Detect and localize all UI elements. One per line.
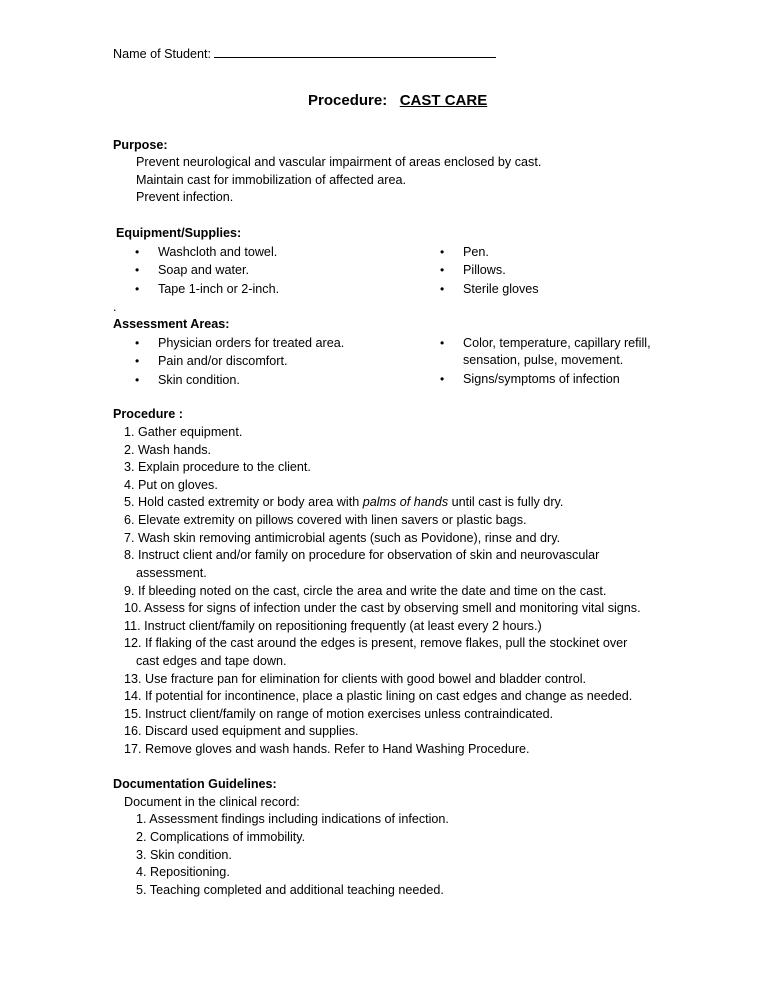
procedure-step: 2. Wash hands. xyxy=(124,443,212,457)
assessment-heading: Assessment Areas: xyxy=(113,317,230,331)
documentation-item: 4. Repositioning. xyxy=(136,865,230,879)
step5-text: 5. Hold casted extremity or body area with xyxy=(124,495,363,509)
bullet-icon: • xyxy=(135,354,140,368)
procedure-step: 9. If bleeding noted on the cast, circle the area and write the date and time on the cast. xyxy=(124,584,607,598)
procedure-step: 14. If potential for incontinence, place a plastic lining on cast edges and change as needed. xyxy=(124,689,633,703)
bullet-icon: • xyxy=(135,245,140,259)
procedure-step: 3. Explain procedure to the client. xyxy=(124,460,311,474)
documentation-item: 3. Skin condition. xyxy=(136,848,232,862)
bullet-icon: • xyxy=(135,282,140,296)
procedure-step: 11. Instruct client/family on repositioning frequently (at least every 2 hours.) xyxy=(124,619,542,633)
purpose-item: Maintain cast for immobilization of affected area. xyxy=(136,173,406,187)
equipment-item: Sterile gloves xyxy=(463,282,539,296)
assessment-item: Physician orders for treated area. xyxy=(158,336,345,350)
equipment-item: Tape 1-inch or 2-inch. xyxy=(158,282,280,296)
bullet-icon: • xyxy=(440,282,445,296)
purpose-item: Prevent infection. xyxy=(136,190,234,204)
assessment-item: Color, temperature, capillary refill, xyxy=(463,336,651,350)
bullet-icon: • xyxy=(440,245,445,259)
page-title xyxy=(308,92,487,110)
procedure-step: 17. Remove gloves and wash hands. Refer to Hand Washing Procedure. xyxy=(124,742,530,756)
equipment-heading: Equipment/Supplies: xyxy=(116,226,242,240)
assessment-item-continued: sensation, pulse, movement. xyxy=(463,353,624,367)
documentation-item: 5. Teaching completed and additional teaching needed. xyxy=(136,883,444,897)
purpose-item: Prevent neurological and vascular impairment of areas enclosed by cast. xyxy=(136,155,542,169)
step5-text-end: until cast is fully dry. xyxy=(448,495,564,509)
documentation-item: 1. Assessment findings including indications of infection. xyxy=(136,812,449,826)
procedure-step: 12. If flaking of the cast around the edges is present, remove flakes, pull the stockinet over xyxy=(124,636,628,650)
procedure-step: 1. Gather equipment. xyxy=(124,425,243,439)
title-prefix: Procedure: xyxy=(308,92,388,109)
procedure-step: 8. Instruct client and/or family on procedure for observation of skin and neurovascular xyxy=(124,548,600,562)
documentation-intro: Document in the clinical record: xyxy=(124,795,300,809)
student-name-row xyxy=(113,44,496,63)
bullet-icon: • xyxy=(135,263,140,277)
procedure-step-continued: assessment. xyxy=(136,566,207,580)
documentation-heading: Documentation Guidelines: xyxy=(113,777,277,791)
procedure-step: 15. Instruct client/family on range of motion exercises unless contraindicated. xyxy=(124,707,554,721)
procedure-step: 13. Use fracture pan for elimination for clients with good bowel and bladder control. xyxy=(124,672,587,686)
bullet-icon: • xyxy=(440,263,445,277)
procedure-step: 10. Assess for signs of infection under the cast by observing smell and monitoring vital signs. xyxy=(124,601,641,615)
procedure-heading: Procedure : xyxy=(113,407,183,421)
procedure-step xyxy=(124,493,563,511)
procedure-step-continued: cast edges and tape down. xyxy=(136,654,287,668)
assessment-item: Pain and/or discomfort. xyxy=(158,354,288,368)
bullet-icon: • xyxy=(135,336,140,350)
bullet-icon: • xyxy=(135,373,140,387)
equipment-item: Soap and water. xyxy=(158,263,250,277)
step5-italic: palms of hands xyxy=(362,495,449,509)
student-name-label: Name of Student: xyxy=(113,47,212,61)
stray-dot: . xyxy=(113,300,117,314)
equipment-item: Pillows. xyxy=(463,263,506,277)
bullet-icon: • xyxy=(440,372,445,386)
purpose-heading: Purpose: xyxy=(113,138,168,152)
procedure-step: 16. Discard used equipment and supplies. xyxy=(124,724,359,738)
assessment-item: Skin condition. xyxy=(158,373,240,387)
equipment-item: Washcloth and towel. xyxy=(158,245,278,259)
assessment-item: Signs/symptoms of infection xyxy=(463,372,620,386)
equipment-item: Pen. xyxy=(463,245,489,259)
bullet-icon: • xyxy=(440,336,445,350)
procedure-step: 4. Put on gloves. xyxy=(124,478,218,492)
procedure-step: 7. Wash skin removing antimicrobial agents (such as Povidone), rinse and dry. xyxy=(124,531,561,545)
procedure-step: 6. Elevate extremity on pillows covered with linen savers or plastic bags. xyxy=(124,513,527,527)
documentation-item: 2. Complications of immobility. xyxy=(136,830,306,844)
student-name-blank xyxy=(214,44,496,58)
title-name: CAST CARE xyxy=(399,92,488,109)
